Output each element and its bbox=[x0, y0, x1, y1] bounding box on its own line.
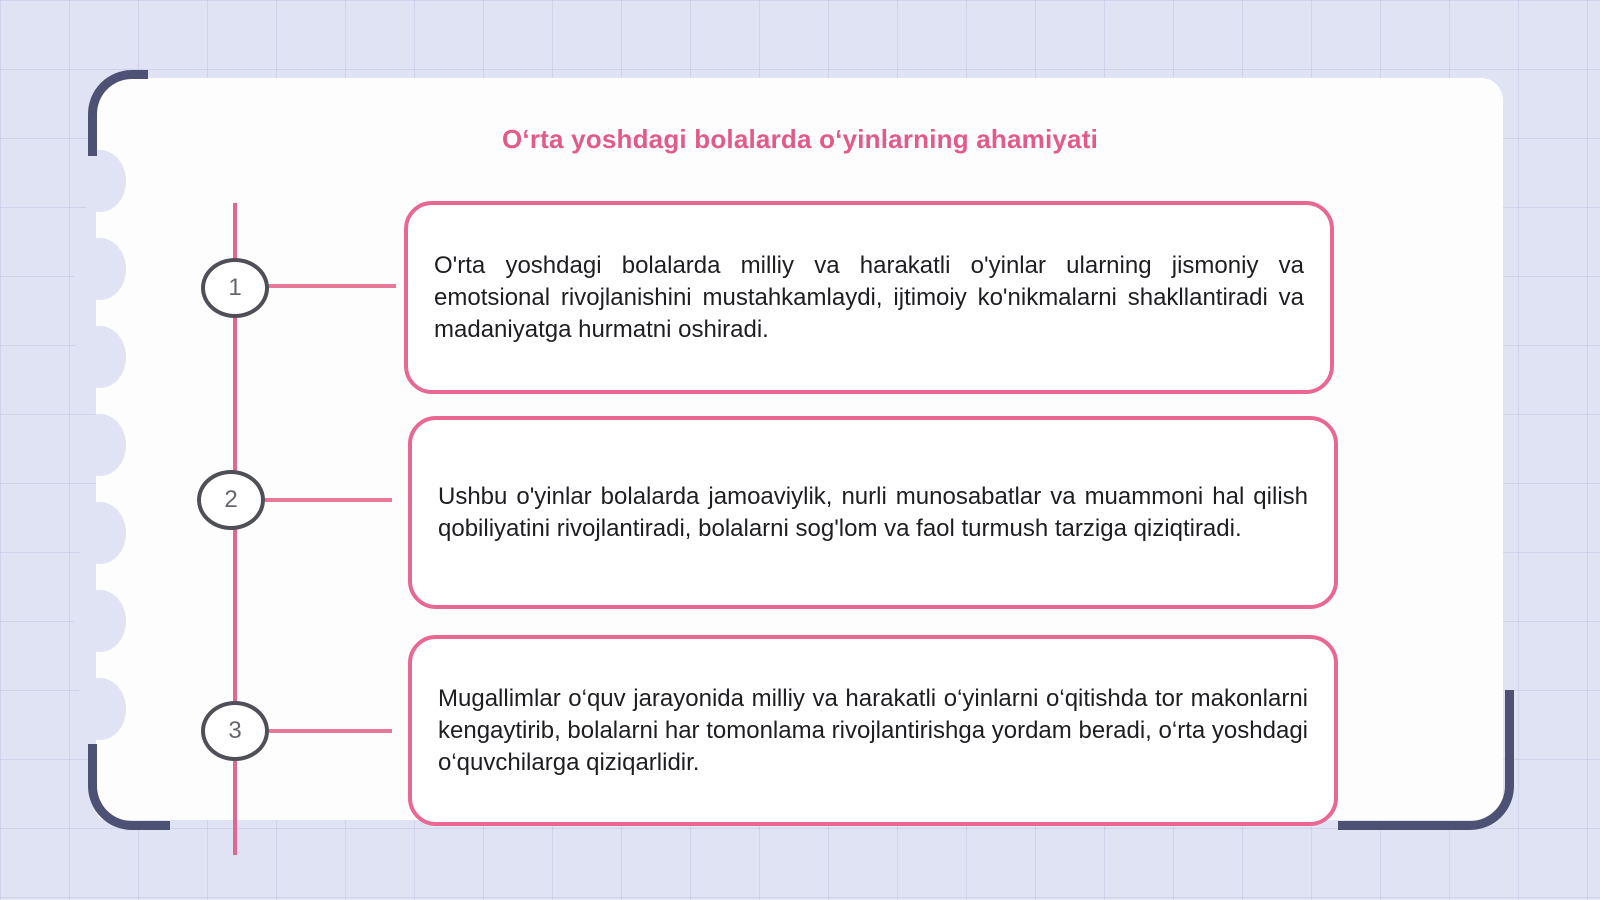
notebook-notch bbox=[74, 414, 126, 476]
notebook-notch bbox=[74, 502, 126, 564]
text-box-2-content: Ushbu o'yinlar bolalarda jamoaviylik, nurli munosabatlar va muammoni hal qilish qobiliyatini rivojlantiradi, bolalarni sog'lom va faol turmush tarziga qiziqtiradi. bbox=[438, 482, 1308, 542]
text-box-3-content: Mugallimlar o‘quv jarayonida milliy va harakatli o‘yinlarni o‘qitishda tor makonlarni kengaytirib, bolalarni har tomonlama rivojlantirishga yordam beradi, o‘rta yoshdagi o‘quvchilarga qiziqarlidir. bbox=[438, 684, 1308, 776]
text-box-1 bbox=[404, 201, 1334, 394]
connector-1 bbox=[266, 284, 396, 288]
slide-title: O‘rta yoshdagi bolalarda o‘yinlarning ahamiyati bbox=[502, 124, 1098, 154]
notebook-notch bbox=[74, 238, 126, 300]
text-box-2 bbox=[408, 416, 1338, 609]
step-number-3: 3 bbox=[201, 701, 269, 761]
connector-2 bbox=[262, 498, 392, 502]
corner-bracket-bottom-right bbox=[1338, 690, 1514, 830]
text-box-1-content: O'rta yoshdagi bolalarda milliy va harakatli o'yinlar ularning jismoniy va emotsional rivojlanishini mustahkamlaydi, ijtimoiy ko'nikmalarni shakllantiradi va madaniyatga hurmatni oshiradi. bbox=[434, 251, 1304, 343]
notebook-notch bbox=[74, 590, 126, 652]
notebook-notch bbox=[74, 150, 126, 212]
step-number-1: 1 bbox=[201, 258, 269, 318]
text-box-3 bbox=[408, 635, 1338, 826]
notebook-notch bbox=[74, 326, 126, 388]
corner-bracket-bottom-left bbox=[88, 744, 170, 830]
notebook-notch bbox=[74, 678, 126, 740]
notebook-edge bbox=[74, 150, 126, 750]
connector-3 bbox=[266, 729, 392, 733]
step-number-2: 2 bbox=[197, 470, 265, 530]
